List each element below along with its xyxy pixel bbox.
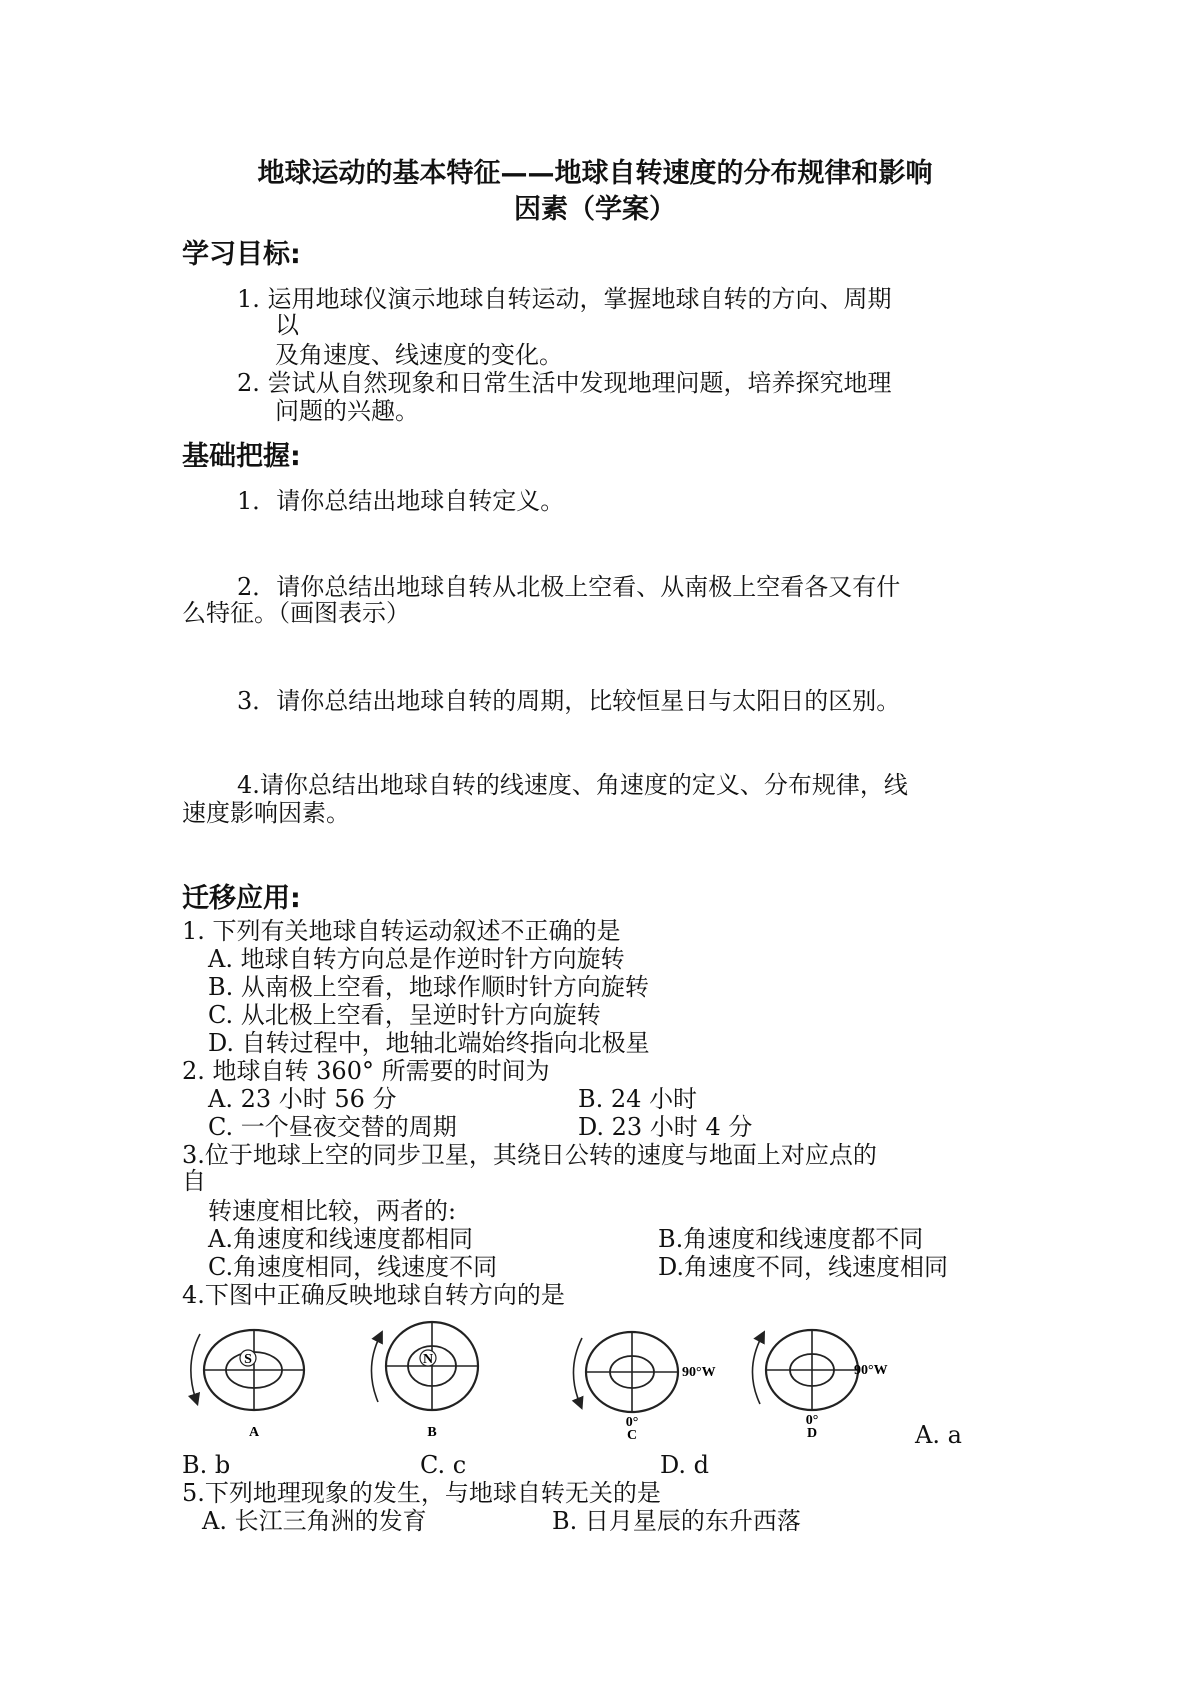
- objective-1-line2: 以: [275, 311, 299, 339]
- apply-q1-option-b: B. 从南极上空看，地球作顺时针方向旋转: [208, 973, 649, 1001]
- figure-c-longitude-label: 90°W: [682, 1365, 716, 1380]
- basics-q1: 1．请你总结出地球自转定义。: [237, 487, 565, 515]
- figure-d-longitude-label: 90°W: [854, 1363, 888, 1378]
- figure-a-arrow: [191, 1334, 200, 1400]
- apply-q5-option-b: B. 日月星辰的东升西落: [552, 1507, 801, 1535]
- basics-q4-line2: 速度影响因素。: [182, 799, 350, 827]
- apply-q2-option-c: C. 一个昼夜交替的周期: [208, 1113, 457, 1141]
- objectives-heading: 学习目标:: [182, 239, 301, 270]
- apply-q1-option-c: C. 从北极上空看，呈逆时针方向旋转: [208, 1001, 601, 1029]
- apply-q5-option-a: A. 长江三角洲的发育: [202, 1507, 427, 1535]
- apply-q4-stem: 4.下图中正确反映地球自转方向的是: [182, 1281, 565, 1309]
- basics-q2-line1: 2．请你总结出地球自转从北极上空看、从南极上空看各又有什: [237, 573, 901, 601]
- apply-q4-option-b: B. b: [182, 1451, 231, 1479]
- page-title-line1: 地球运动的基本特征——地球自转速度的分布规律和影响: [257, 158, 933, 189]
- basics-heading: 基础把握:: [182, 441, 301, 472]
- page-title-line2: 因素（学案）: [514, 194, 676, 225]
- figure-d-arrow: [752, 1336, 762, 1404]
- figure-b-center-label: N: [422, 1352, 434, 1367]
- objective-1-line1: 1. 运用地球仪演示地球自转运动，掌握地球自转的方向、周期: [237, 285, 892, 313]
- apply-q3-stem-line2: 自: [182, 1167, 206, 1195]
- figure-a: [191, 1330, 304, 1440]
- basics-q3: 3．请你总结出地球自转的周期，比较恒星日与太阳日的区别。: [237, 687, 901, 715]
- apply-heading: 迁移应用:: [182, 883, 301, 914]
- figure-a-caption: A: [248, 1425, 260, 1440]
- apply-q2-option-a: A. 23 小时 56 分: [208, 1085, 397, 1113]
- figure-b: [371, 1322, 478, 1440]
- objective-1-line3: 及角速度、线速度的变化。: [275, 341, 563, 369]
- apply-q2-option-d: D. 23 小时 4 分: [578, 1113, 753, 1141]
- figure-d: [752, 1330, 887, 1441]
- apply-q3-option-a: A.角速度和线速度都相同: [208, 1225, 473, 1253]
- figure-c-zero-label: 0°: [625, 1415, 639, 1430]
- apply-q4-option-c: C. c: [420, 1451, 467, 1479]
- basics-q4-line1: 4.请你总结出地球自转的线速度、角速度的定义、分布规律，线: [237, 771, 908, 799]
- figure-b-arrow: [371, 1336, 380, 1402]
- figure-d-zero-label: 0°: [805, 1413, 819, 1428]
- rotation-direction-figure: [182, 1312, 902, 1442]
- figure-c: [573, 1332, 715, 1442]
- objective-2-line2: 问题的兴趣。: [275, 397, 419, 425]
- apply-q1-option-a: A. 地球自转方向总是作逆时针方向旋转: [208, 945, 625, 973]
- apply-q3-option-b: B.角速度和线速度都不同: [658, 1225, 924, 1253]
- figure-a-center-label: S: [244, 1352, 252, 1367]
- figure-b-caption: B: [427, 1425, 437, 1440]
- apply-q2-stem: 2. 地球自转 360° 所需要的时间为: [182, 1057, 550, 1085]
- figure-d-caption: D: [806, 1426, 818, 1441]
- apply-q4-option-a: A. a: [915, 1421, 962, 1449]
- apply-q2-option-b: B. 24 小时: [578, 1085, 698, 1113]
- apply-q3-option-c: C.角速度相同，线速度不同: [208, 1253, 498, 1281]
- apply-q3-stem-line1: 3.位于地球上空的同步卫星，其绕日公转的速度与地面上对应点的: [182, 1141, 877, 1169]
- apply-q3-stem-line3: 转速度相比较，两者的:: [208, 1197, 457, 1225]
- apply-q1-stem: 1. 下列有关地球自转运动叙述不正确的是: [182, 917, 621, 945]
- objective-2-line1: 2. 尝试从自然现象和日常生活中发现地理问题，培养探究地理: [237, 369, 892, 397]
- apply-q3-option-d: D.角速度不同，线速度相同: [658, 1253, 949, 1281]
- apply-q5-stem: 5.下列地理现象的发生，与地球自转无关的是: [182, 1479, 661, 1507]
- figure-c-arrow: [573, 1338, 582, 1404]
- apply-q1-option-d: D. 自转过程中，地轴北端始终指向北极星: [208, 1029, 650, 1057]
- apply-q4-option-d: D. d: [660, 1451, 710, 1479]
- figure-c-caption: C: [626, 1428, 638, 1442]
- basics-q2-line2: 么特征。（画图表示）: [182, 599, 410, 627]
